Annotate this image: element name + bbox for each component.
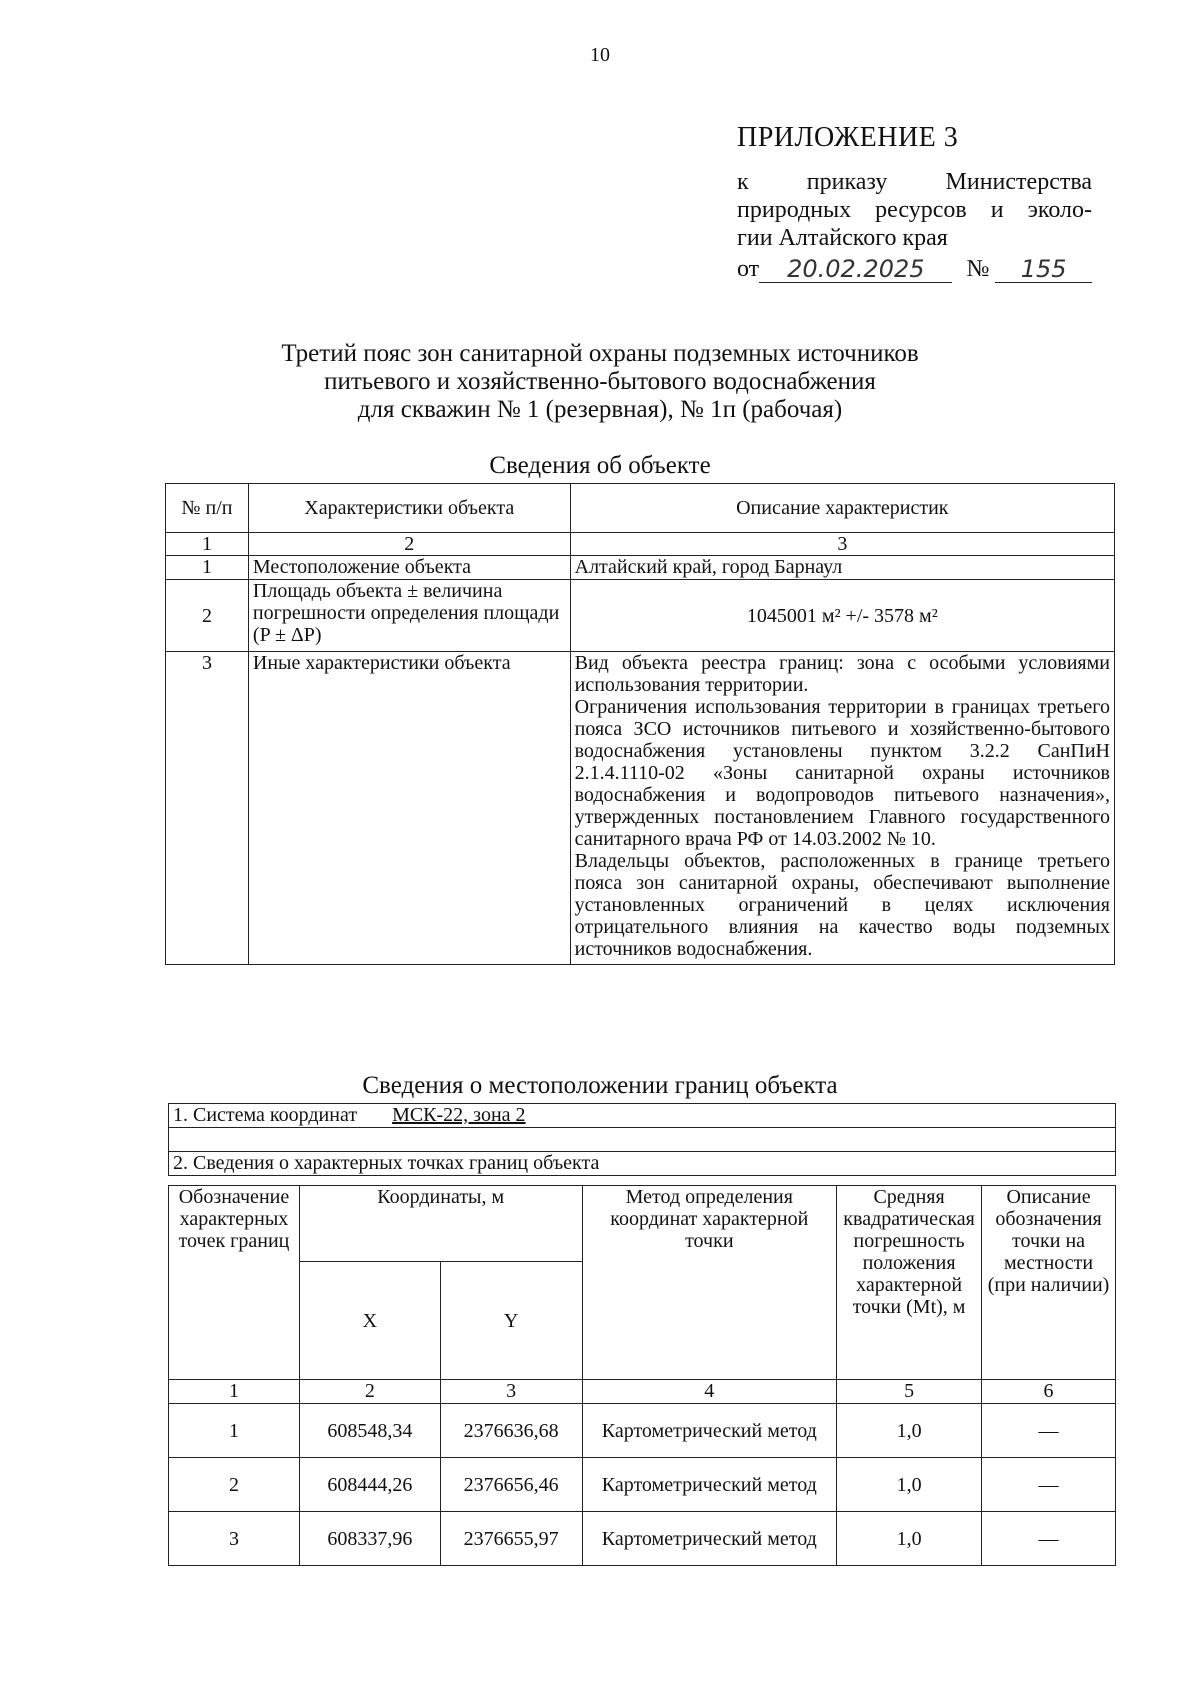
table-row (166, 556, 1115, 580)
appendix-line: природных ресурсов и эколо- (737, 197, 1092, 223)
coord-system-cell (169, 1104, 1116, 1128)
header-method: Метод определения координат характерной точки (582, 1186, 837, 1380)
table-row (166, 652, 1115, 965)
row-desc (570, 652, 1114, 965)
header-description: Описание обозначения точки на местности (при наличии) (982, 1186, 1116, 1380)
order-number: 155 (995, 256, 1092, 283)
table-header-row (166, 484, 1115, 533)
header-cell: Характеристики объекта (248, 484, 570, 533)
desc-paragraph: Вид объекта реестра границ: зона с особыми условиями использования территории. (574, 652, 1110, 696)
point-x: 608548,34 (299, 1404, 440, 1458)
location-info-title: Сведения о местоположении границ объекта (362, 1072, 838, 1099)
number-cell: 1 (169, 1380, 300, 1404)
appendix-title: ПРИЛОЖЕНИЕ 3 (737, 122, 959, 153)
number-cell: 5 (837, 1380, 982, 1404)
title-line: для скважин № 1 (резервная), № 1п (рабочая) (357, 396, 843, 423)
row-desc: Алтайский край, город Барнаул (570, 556, 1114, 580)
point-y: 2376656,46 (440, 1458, 582, 1512)
empty-row (169, 1128, 1116, 1152)
object-info-table (165, 483, 1115, 965)
from-label: от (737, 256, 760, 282)
point-mt: 1,0 (837, 1512, 982, 1566)
table-row (169, 1458, 1116, 1512)
row-number: 2 (166, 580, 249, 652)
point-mt: 1,0 (837, 1404, 982, 1458)
header-error: Средняя квадратическая погрешность положения характерной точки (Mt), м (837, 1186, 982, 1380)
number-cell: 4 (582, 1380, 837, 1404)
row-name: Иные характеристики объекта (248, 652, 570, 965)
number-label: № (966, 256, 990, 282)
point-x: 608337,96 (299, 1512, 440, 1566)
point-id: 3 (169, 1512, 300, 1566)
number-cell: 6 (982, 1380, 1116, 1404)
points-label-row (169, 1152, 1116, 1176)
number-cell: 3 (440, 1380, 582, 1404)
point-desc: — (982, 1512, 1116, 1566)
points-label: 2. Сведения о характерных точках границ объекта (169, 1152, 1116, 1176)
number-cell: 3 (570, 533, 1114, 556)
point-y: 2376636,68 (440, 1404, 582, 1458)
title-line: питьевого и хозяйственно-бытового водоснабжения (324, 368, 876, 395)
table-row (169, 1404, 1116, 1458)
point-x: 608444,26 (299, 1458, 440, 1512)
number-cell: 1 (166, 533, 249, 556)
point-desc: — (982, 1458, 1116, 1512)
coord-system-value: МСК-22, зона 2 (392, 1104, 526, 1126)
page-number: 10 (590, 44, 610, 66)
desc-paragraph: Владельцы объектов, расположенных в границе третьего пояса зон санитарной охраны, обеспечивают выполнение установленных ограничений в целях исключения отрицательного влияния на качество воды подземных источников водоснабжения. (574, 850, 1110, 960)
header-cell: № п/п (166, 484, 249, 533)
table-number-row (169, 1380, 1116, 1404)
coord-system-row (169, 1104, 1116, 1128)
order-line (737, 256, 1092, 283)
title-line: Третий пояс зон санитарной охраны подземных источников (281, 340, 919, 367)
coord-system-label: 1. Система координат (173, 1104, 358, 1126)
appendix-header (737, 122, 1092, 283)
point-id: 2 (169, 1458, 300, 1512)
point-method: Картометрический метод (582, 1458, 837, 1512)
document-title (0, 340, 1200, 424)
appendix-line: гии Алтайского края (737, 225, 948, 251)
table-row (166, 580, 1115, 652)
table-number-row (166, 533, 1115, 556)
row-name: Местоположение объекта (248, 556, 570, 580)
header-cell: Описание характеристик (570, 484, 1114, 533)
point-method: Картометрический метод (582, 1512, 837, 1566)
row-name: Площадь объекта ± величина погрешности определения площади (P ± ΔP) (248, 580, 570, 652)
number-cell: 2 (248, 533, 570, 556)
point-mt: 1,0 (837, 1458, 982, 1512)
row-desc: 1045001 м² +/- 3578 м² (570, 580, 1114, 652)
table-header-row (169, 1186, 1116, 1262)
object-info-title: Сведения об объекте (489, 452, 711, 479)
header-designation: Обозначение характерных точек границ (169, 1186, 300, 1380)
header-x: X (299, 1262, 440, 1380)
coord-system-table (168, 1103, 1116, 1176)
header-coords: Координаты, м (299, 1186, 582, 1262)
number-cell: 2 (299, 1380, 440, 1404)
points-table (168, 1185, 1116, 1566)
appendix-line: к приказу Министерства (737, 169, 1092, 195)
header-y: Y (440, 1262, 582, 1380)
row-number: 1 (166, 556, 249, 580)
order-date: 20.02.2025 (759, 256, 952, 283)
row-number: 3 (166, 652, 249, 965)
table-row (169, 1512, 1116, 1566)
point-desc: — (982, 1404, 1116, 1458)
point-id: 1 (169, 1404, 300, 1458)
point-method: Картометрический метод (582, 1404, 837, 1458)
point-y: 2376655,97 (440, 1512, 582, 1566)
desc-paragraph: Ограничения использования территории в границах третьего пояса ЗСО источников питьевого и хозяйственно-бытового водоснабжения установлены пунктом 3.2.2 СанПиН 2.1.4.1110-02 «Зоны санитарной охраны источников водоснабжения и водопроводов питьевого назначения», утвержденных постановлением Главного государственного санитарного врача РФ от 14.03.2002 № 10. (574, 696, 1110, 850)
